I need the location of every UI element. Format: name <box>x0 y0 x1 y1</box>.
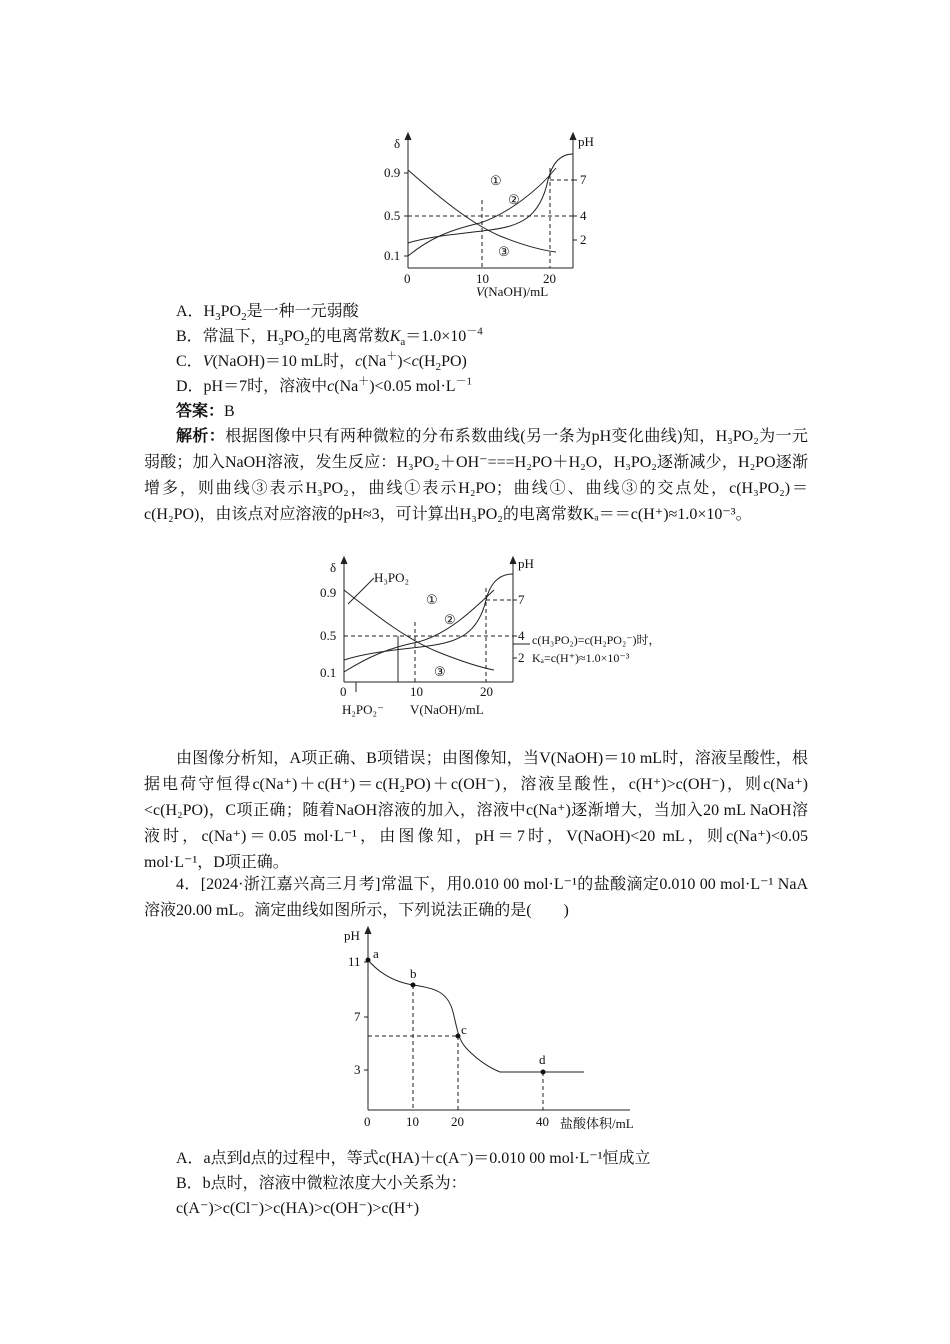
y-tick: 11 <box>348 954 361 969</box>
curve-2-ph <box>408 154 573 243</box>
curve-label: ③ <box>434 664 446 679</box>
titration-curve <box>368 960 584 1072</box>
question-4: 4．[2024·浙江嘉兴高三月考]常温下，用0.010 00 mol·L⁻¹的盐酸滴定0.010 00 mol·L⁻¹ NaA溶液20.00 mL。滴定曲线如图所示，下列说法正确的是( ) <box>144 876 808 919</box>
curve-label: ③ <box>498 244 510 259</box>
analysis-label: 解析： <box>176 428 226 445</box>
point-c <box>456 1034 461 1039</box>
ph-label: pH <box>344 928 360 943</box>
figure-2 <box>318 552 678 720</box>
y-tick: 0.5 <box>320 628 337 643</box>
ph-label: pH <box>578 134 594 149</box>
point-d <box>541 1070 546 1075</box>
x-tick: 10 <box>406 1114 419 1129</box>
y-tick: 7 <box>354 1009 361 1024</box>
point-label: d <box>539 1052 546 1067</box>
x-tick: 0 <box>364 1114 371 1129</box>
x-tick: 40 <box>536 1114 549 1129</box>
q4-option-a: A．a点到d点的过程中，等式c(HA)＋c(A⁻)＝0.010 00 mol·L⁻¹恒成立 <box>176 1150 651 1167</box>
point-label: a <box>373 946 379 961</box>
figure-3 <box>340 922 660 1136</box>
y-tick: 0.1 <box>384 248 401 263</box>
y-right-tick: 2 <box>580 232 587 247</box>
y-right-tick: 7 <box>580 172 587 187</box>
x-tick: 0 <box>404 271 411 286</box>
y-tick: 0.1 <box>320 665 337 680</box>
x-tick: 20 <box>480 684 493 699</box>
x-axis-label: V(NaOH)/mL <box>410 702 484 717</box>
point-a <box>366 958 371 963</box>
delta-label: δ <box>330 560 337 575</box>
y-right-tick: 7 <box>518 592 525 607</box>
species-label: H₂PO₂⁻ <box>342 702 384 717</box>
x-tick: 20 <box>543 271 556 286</box>
x-tick: 10 <box>410 684 423 699</box>
option-c: C．V(NaOH)＝10 mL时，$c(Na^+)<c(H_2PO)$ <box>176 350 467 374</box>
y-right-tick: 4 <box>518 628 525 643</box>
species-label: H₃PO₂ <box>374 570 410 585</box>
y-tick: 0.5 <box>384 208 401 223</box>
y-tick: 3 <box>354 1062 361 1077</box>
curve-label: ① <box>426 592 438 607</box>
option-b: B．常温下，$H_3PO_2$的电离常数$K_a=1.0\times 10^{-4}$ <box>176 325 483 349</box>
figure-1 <box>380 128 610 298</box>
curve-label: ② <box>444 612 456 627</box>
y-tick: 0.9 <box>320 585 337 600</box>
x-tick: 20 <box>451 1114 464 1129</box>
curve-label: ① <box>490 173 502 188</box>
y-tick: 0.9 <box>384 165 401 180</box>
annotation: c(H₃PO₂)=c(H₂PO₂⁻)时， <box>532 633 661 647</box>
x-axis-label: 盐酸体积/mL <box>560 1116 634 1131</box>
analysis-text-2: 由图像分析知，A项正确、B项错误；由图像知，当V(NaOH)＝10 mL时，溶液呈酸性，根据电荷守恒得c(Na⁺)＋c(H⁺)＝c(H₂PO)＋c(OH⁻)，溶液呈酸性，c(H⁺)>c(OH⁻)，则c(Na⁺)<c(H₂PO)，C项正确；随着NaOH溶液的加入，溶液中c(Na⁺)逐渐增大，当加入20 mL NaOH溶液时，c(Na⁺)＝0.05 mol·L⁻¹，由图像知，pH＝7时，V(NaOH)<20 mL，则c(Na⁺)<0.05 mol·L⁻¹，D项正确。 <box>144 750 808 871</box>
point-label: c <box>461 1022 467 1037</box>
point-b <box>411 983 416 988</box>
ph-label: pH <box>518 556 534 571</box>
x-tick: 0 <box>340 684 347 699</box>
curve-label: ② <box>508 192 520 207</box>
annotation: Kₐ=c(H⁺)≈1.0×10⁻³ <box>532 651 630 665</box>
q4-option-b-cont: c(A⁻)>c(Cl⁻)>c(HA)>c(OH⁻)>c(H⁺) <box>176 1200 420 1217</box>
answer: 答案：B <box>176 403 235 420</box>
point-label: b <box>410 966 417 981</box>
x-tick: 10 <box>476 271 489 286</box>
option-d: D．pH＝7时，溶液中c(Na＋)<0.05 $mol\cdot L^{-1}$ <box>176 375 473 395</box>
y-right-tick: 4 <box>580 208 587 223</box>
x-axis-label: V(NaOH)/mL <box>476 284 549 298</box>
delta-label: δ <box>394 136 401 151</box>
y-right-tick: 2 <box>518 650 525 665</box>
option-a: A．$H_3PO_2$是一种一元弱酸 <box>176 303 359 324</box>
analysis-text: 解析：根据图像中只有两种微粒的分布系数曲线(另一条为pH变化曲线)知，H₃PO₂为一元弱酸；加入NaOH溶液，发生反应：H₃PO₂＋OH⁻===H₂PO＋H₂O，H₃PO₂逐渐减少，H₂PO逐渐增多，则曲线③表示H₃PO₂，曲线①表示H₂PO；曲线①、曲线③的交点处，c(H₃PO₂)＝c(H₂PO)，由该点对应溶液的pH≈3，可计算出H₃PO₂的电离常数Kₐ＝＝c(H⁺)≈1.0×10⁻³。 <box>144 428 808 523</box>
q4-option-b: B．b点时，溶液中微粒浓度大小关系为： <box>176 1175 467 1192</box>
